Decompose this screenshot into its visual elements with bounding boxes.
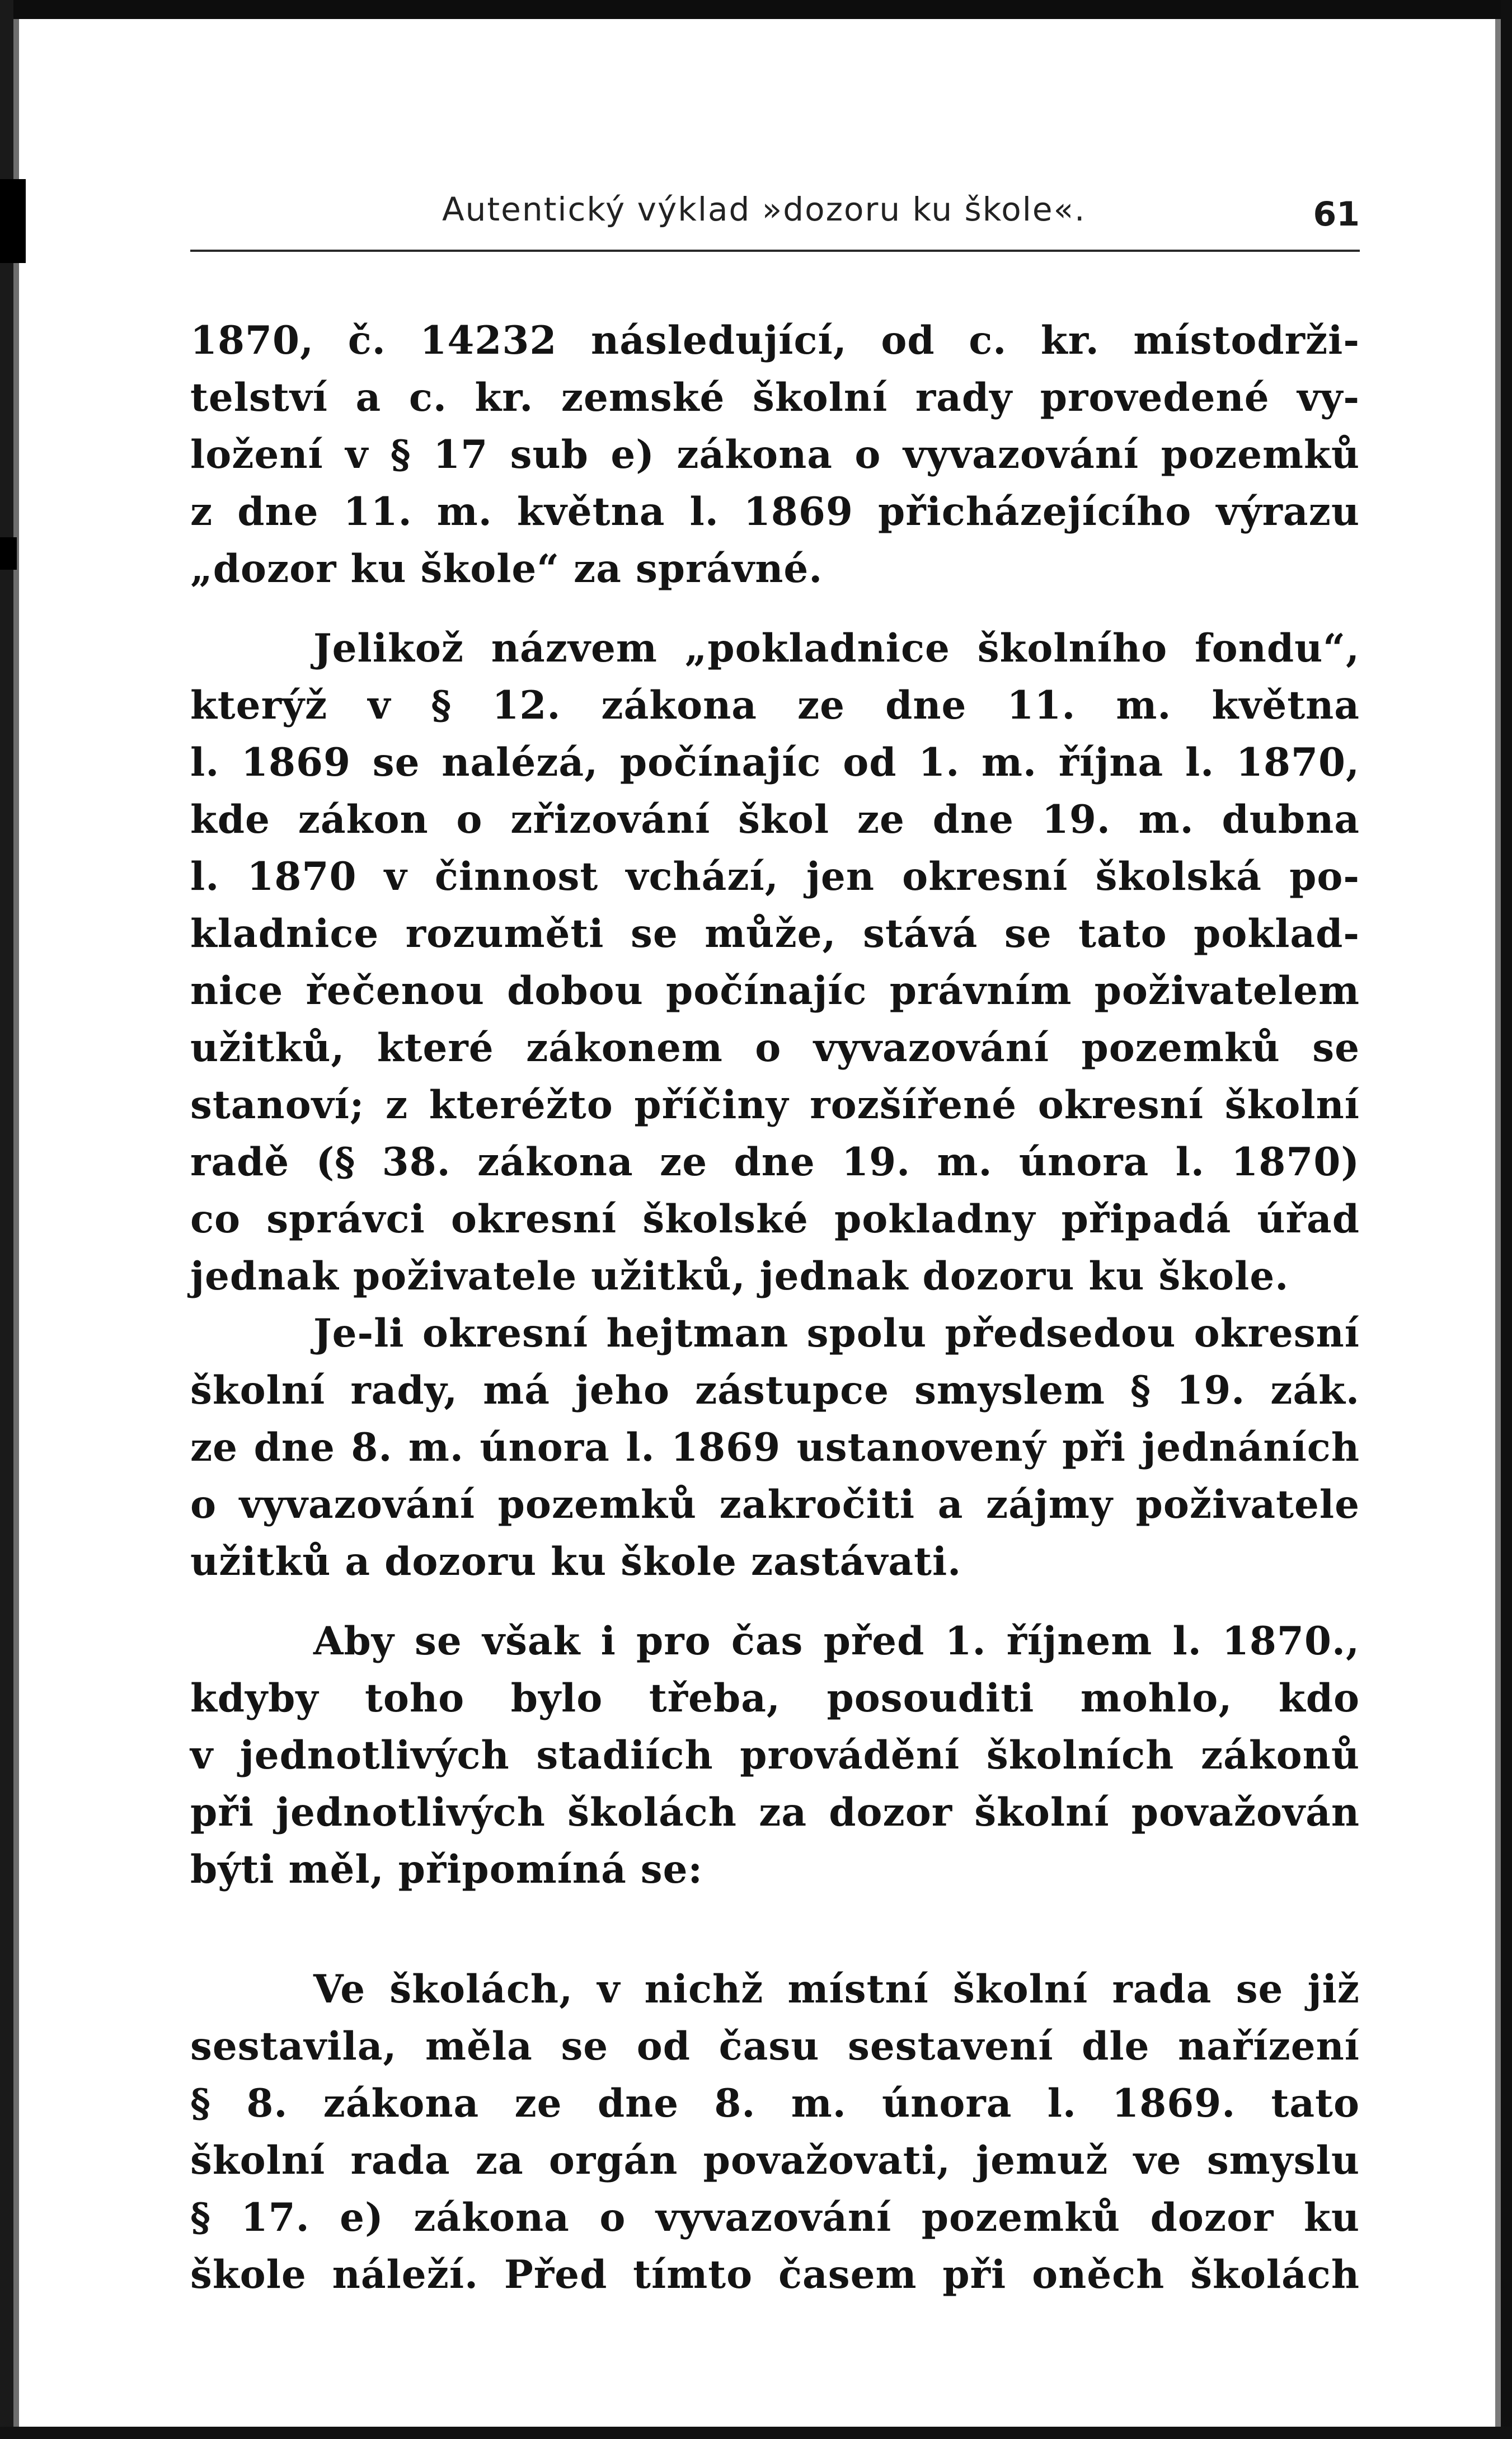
scan-border-bottom (0, 2427, 1512, 2439)
text-line: Jelikož názvem „pokladnice školního fondu“, (313, 626, 1360, 671)
scan-edge-mark (0, 179, 26, 263)
text-line: školní rada za orgán považovati, jemuž ve smyslu (190, 2138, 1360, 2183)
paragraph-gap (190, 1898, 1360, 1961)
text-line: o vyvazování pozemků zakročiti a zájmy poživatele (190, 1482, 1360, 1527)
text-line: kterýž v § 12. zákona ze dne 11. m. května (190, 683, 1360, 728)
text-line: kde zákon o zřizování škol ze dne 19. m. dubna (190, 797, 1360, 842)
running-title: Autentický výklad »dozoru ku škole«. (442, 190, 1086, 228)
scan-border-top (0, 0, 1512, 19)
text-line: stanoví; z kteréžto příčiny rozšířené okresní školní (190, 1082, 1360, 1128)
text-line: školní rady, má jeho zástupce smyslem § 19. zák. (190, 1368, 1360, 1413)
text-line: Ve školách, v nichž místní školní rada se již (313, 1967, 1360, 2012)
text-line: v jednotlivých stadiích provádění školních zákonů (190, 1733, 1360, 1778)
paragraph (190, 312, 1360, 598)
scan-edge-mark (0, 537, 17, 570)
text-line: býti měl, připomíná se: (190, 1847, 703, 1892)
paragraph (190, 1613, 1360, 1898)
page-header (190, 190, 1360, 246)
text-line: sestavila, měla se od času sestavení dle nařízení (190, 2024, 1360, 2069)
paragraph (190, 620, 1360, 1305)
text-line: při jednotlivých školách za dozor školní považován (190, 1790, 1360, 1835)
text-line: „dozor ku škole“ za správné. (190, 546, 823, 592)
text-line: l. 1870 v činnost vchází, jen okresní školská po- (190, 854, 1360, 899)
scan-border-right-shadow (1495, 19, 1501, 2439)
text-line: radě (§ 38. zákona ze dne 19. m. února l. 1870) (190, 1139, 1360, 1185)
text-line: Je-li okresní hejtman spolu předsedou okresní (313, 1311, 1360, 1356)
text-line: co správci okresní školské pokladny připadá úřad (190, 1197, 1360, 1242)
scan-border-right (1501, 0, 1512, 2439)
scan-border-left (0, 0, 13, 2439)
text-line: 1870, č. 14232 následující, od c. kr. místodrži- (190, 318, 1360, 363)
paragraph (190, 1305, 1360, 1591)
text-line: l. 1869 se nalézá, počínajíc od 1. m. října l. 1870, (190, 740, 1360, 785)
paragraph (190, 1961, 1360, 2304)
text-line: jednak poživatele užitků, jednak dozoru ku škole. (190, 1254, 1289, 1299)
text-line: škole náleží. Před tímto časem při oněch školách (190, 2252, 1360, 2297)
text-line: kdyby toho bylo třeba, posouditi mohlo, kdo (190, 1676, 1360, 1721)
scan-border-left-shadow (13, 19, 19, 2439)
header-rule (190, 250, 1360, 252)
text-line: z dne 11. m. května l. 1869 přicházejícího výrazu (190, 489, 1360, 534)
body-text (190, 312, 1360, 2304)
text-line: § 8. zákona ze dne 8. m. února l. 1869. tato (190, 2081, 1360, 2126)
text-line: užitků a dozoru ku škole zastávati. (190, 1539, 962, 1584)
paragraph-gap (190, 1591, 1360, 1613)
text-line: Aby se však i pro čas před 1. říjnem l. 1870., (313, 1619, 1360, 1664)
text-line: kladnice rozuměti se může, stává se tato poklad- (190, 911, 1360, 956)
text-line: § 17. e) zákona o vyvazování pozemků dozor ku (190, 2195, 1360, 2240)
text-line: telství a c. kr. zemské školní rady provedené vy- (190, 375, 1360, 420)
text-line: nice řečenou dobou počínajíc právním poživatelem (190, 968, 1360, 1014)
text-line: ložení v § 17 sub e) zákona o vyvazování pozemků (190, 432, 1360, 477)
text-line: užitků, které zákonem o vyvazování pozemků se (190, 1025, 1360, 1071)
paragraph-gap (190, 598, 1360, 620)
page-number: 61 (1313, 195, 1360, 234)
text-line: ze dne 8. m. února l. 1869 ustanovený při jednáních (190, 1425, 1360, 1470)
